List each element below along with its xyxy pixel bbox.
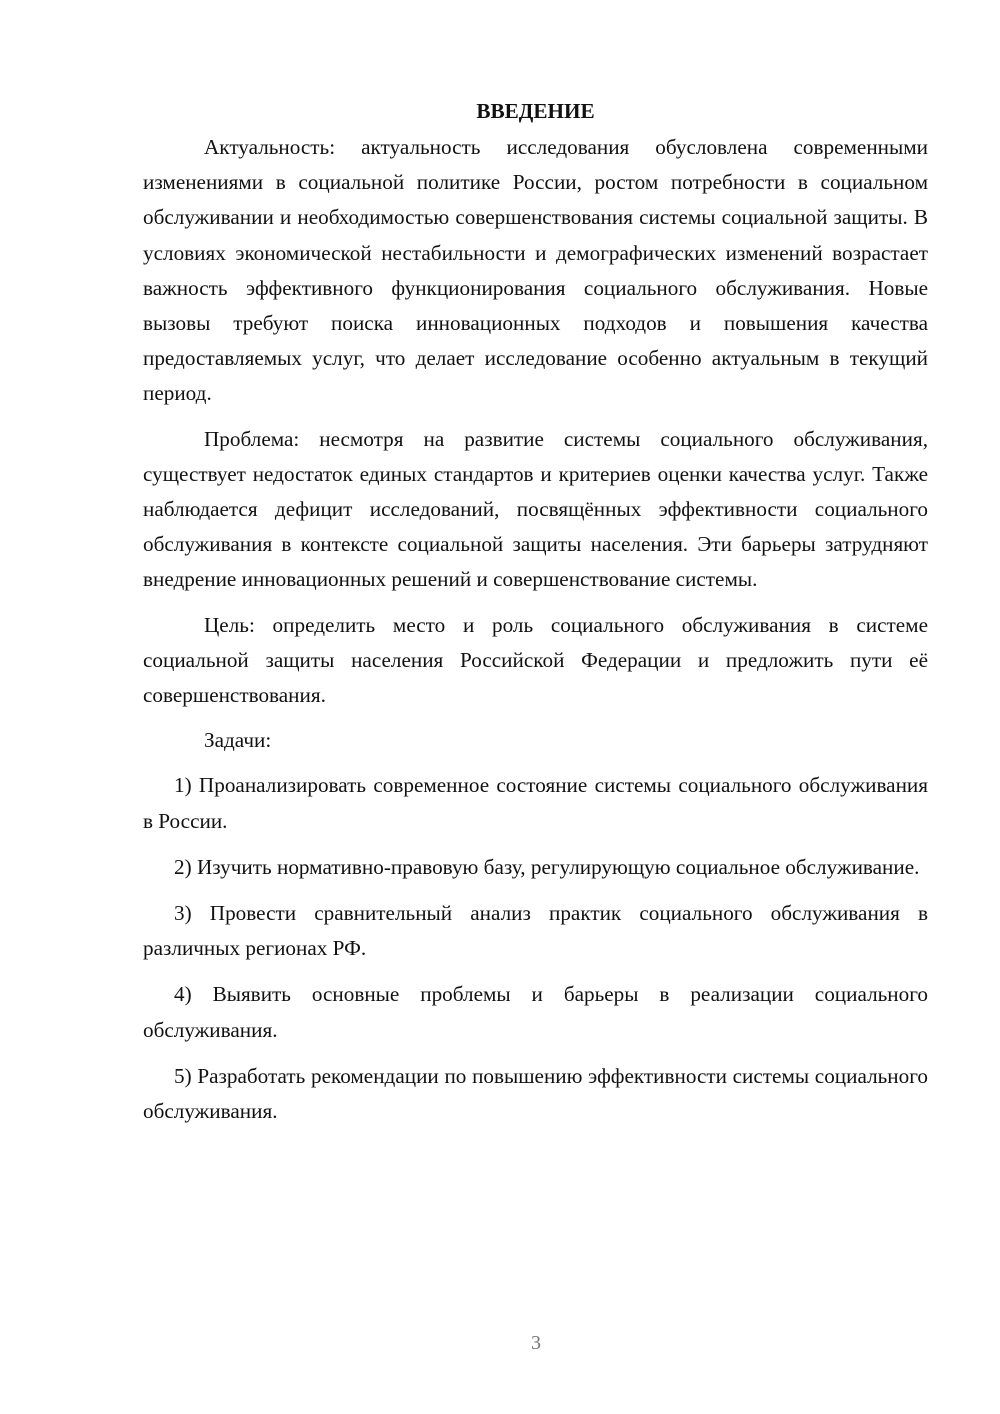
document-body bbox=[143, 92, 928, 1129]
tasks-heading: Задачи: bbox=[204, 728, 272, 753]
task-item-3: 3) Провести сравнительный анализ практик социального обслуживания в различных регионах РФ. bbox=[143, 901, 928, 961]
task-item-4: 4) Выявить основные проблемы и барьеры в реализации социального обслуживания. bbox=[143, 982, 928, 1042]
paragraph-problem: Проблема: несмотря на развитие системы социального обслуживания, существует недостаток единых стандартов и критериев оценки качества услуг. Также наблюдается дефицит исследований, посвящённых эффективности социального обслуживания в контексте социальной защиты населения. Эти барьеры затрудняют внедрение инновационных решений и совершенствование системы. bbox=[143, 426, 928, 592]
paragraph-relevance: Актуальность: актуальность исследования обусловлена современными изменениями в социальной политике России, ростом потребности в социальном обслуживании и необходимостью совершенствования системы социальной защиты. В условиях экономической нестабильности и демографических изменений возрастает важность эффективного функционирования социального обслуживания. Новые вызовы требуют поиска инновационных подходов и повышения качества предоставляемых услуг, что делает исследование особенно актуальным в текущий период. bbox=[143, 135, 928, 406]
paragraph-goal: Цель: определить место и роль социального обслуживания в системе социальной защиты населения Российской Федерации и предложить пути её совершенствования. bbox=[143, 612, 928, 708]
task-item-2: 2) Изучить нормативно-правовую базу, регулирующую социальное обслуживание. bbox=[174, 854, 920, 879]
task-item-5: 5) Разработать рекомендации по повышению эффективности системы социального обслуживания. bbox=[143, 1063, 928, 1124]
page-number: 3 bbox=[531, 1332, 541, 1354]
page-title: ВВЕДЕНИЕ bbox=[476, 99, 595, 123]
task-item-1: 1) Проанализировать современное состояние системы социального обслуживания в России. bbox=[143, 773, 928, 833]
